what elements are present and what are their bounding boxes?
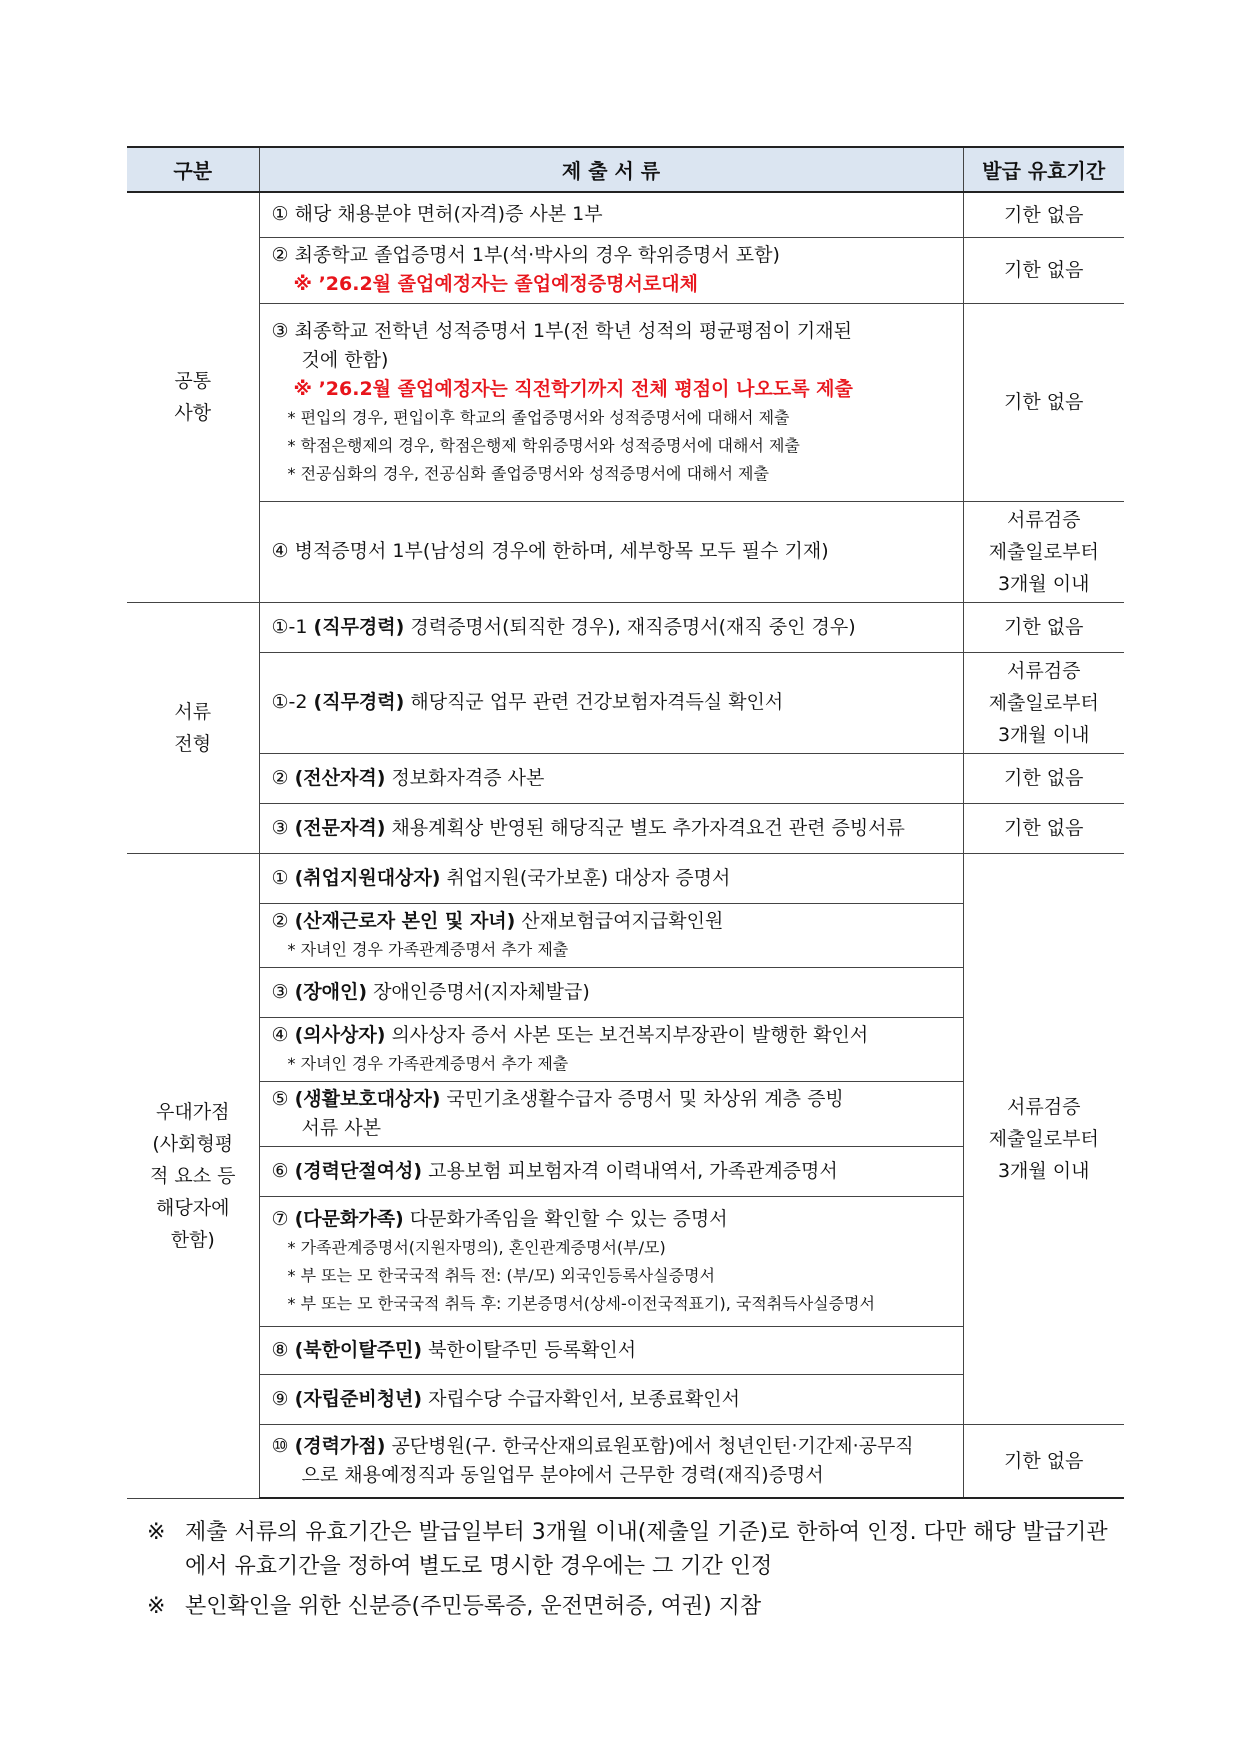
document-item: [259, 303, 963, 501]
item-text: 병적증명서 1부(남성의 경우에 한하며, 세부항목 모두 필수 기재): [294, 540, 829, 562]
item-number: ⑩: [271, 1434, 289, 1457]
validity-line: 제출일로부터: [988, 540, 1099, 563]
red-notice: ※ ’26.2월 졸업예정자는 직전학기까지 전체 평점이 나오도록 제출: [293, 377, 853, 400]
document-item: [259, 853, 963, 903]
validity-cell: [963, 853, 1124, 1424]
item-number: ⑧: [271, 1338, 289, 1361]
validity-cell: [963, 652, 1124, 753]
item-number: ③: [271, 816, 289, 839]
item-note: * 학점은행제의 경우, 학점은행제 학위증명서와 성적증명서에 대해서 제출: [287, 435, 800, 455]
item-note: * 부 또는 모 한국국적 취득 전: (부/모) 외국인등록사실증명서: [287, 1265, 715, 1285]
table-row: [127, 192, 1124, 237]
item-number: ①-2: [271, 691, 308, 713]
document-item: [259, 1081, 963, 1146]
item-note: * 자녀인 경우 가족관계증명서 추가 제출: [287, 939, 569, 959]
item-number: ⑤: [271, 1087, 289, 1110]
item-number: ①: [271, 203, 289, 226]
item-note: * 편입의 경우, 편입이후 학교의 졸업증명서와 성적증명서에 대해서 제출: [287, 407, 790, 427]
item-text: 장애인증명서(지자체발급): [373, 980, 590, 1003]
validity-cell: 기한 없음: [963, 1424, 1124, 1498]
category-screening: [127, 602, 259, 853]
item-category: (다문화가족): [294, 1207, 404, 1230]
item-number: ③: [271, 980, 289, 1003]
validity-cell: [963, 501, 1124, 602]
item-category: (산재근로자 본인 및 자녀): [294, 909, 516, 932]
item-note: * 가족관계증명서(지원자명의), 혼인관계증명서(부/모): [287, 1237, 666, 1257]
document-item: [259, 1424, 963, 1498]
item-category: (직무경력): [313, 691, 405, 713]
validity-line: 서류검증: [1007, 508, 1081, 531]
header-validity: 발급 유효기간: [963, 147, 1124, 192]
item-text-continued: 으로 채용예정직과 동일업무 분야에서 근무한 경력(재직)증명서: [301, 1463, 824, 1486]
item-text: 공단병원(구. 한국산재의료원포함)에서 청년인턴·기간제·공무직: [391, 1434, 914, 1457]
validity-line: 서류검증: [1007, 1095, 1081, 1118]
table-row: [127, 753, 1124, 803]
item-text: 고용보험 피보험자격 이력내역서, 가족관계증명서: [428, 1159, 838, 1182]
document-item: [259, 1146, 963, 1196]
item-category: (경력가점): [294, 1434, 386, 1457]
document-item: [259, 753, 963, 803]
document-item: [259, 1017, 963, 1081]
item-category: (의사상자): [294, 1023, 386, 1046]
item-text: 북한이탈주민 등록확인서: [428, 1338, 637, 1361]
category-label: 전형: [174, 732, 212, 755]
item-number: ⑦: [271, 1207, 289, 1230]
item-text: 다문화가족임을 확인할 수 있는 증명서: [409, 1207, 728, 1230]
item-category: (경력단절여성): [294, 1159, 423, 1182]
document-item: [259, 192, 963, 237]
table-row: [127, 853, 1124, 903]
item-text: 국민기초생활수급자 증명서 및 차상위 계층 증빙: [446, 1087, 844, 1110]
item-category: (전문자격): [294, 816, 386, 839]
item-category: (전산자격): [294, 766, 386, 789]
item-category: (생활보호대상자): [294, 1087, 441, 1110]
item-note: * 전공심화의 경우, 전공심화 졸업증명서와 성적증명서에 대해서 제출: [287, 463, 769, 483]
footer-note: [147, 1516, 1127, 1584]
document-item: [259, 967, 963, 1017]
item-text: 최종학교 졸업증명서 1부(석·박사의 경우 학위증명서 포함): [294, 244, 780, 266]
validity-cell: 기한 없음: [963, 237, 1124, 303]
item-text: 정보화자격증 사본: [391, 766, 545, 789]
footer-note-text: 본인확인을 위한 신분증(주민등록증, 운전면허증, 여권) 지참: [185, 1594, 762, 1619]
table-row: [127, 501, 1124, 602]
item-number: ②: [271, 909, 289, 932]
header-documents: 제 출 서 류: [259, 147, 963, 192]
item-number: ①: [271, 866, 289, 889]
item-category: (자립준비청년): [294, 1387, 423, 1410]
item-note: * 자녀인 경우 가족관계증명서 추가 제출: [287, 1053, 569, 1073]
note-mark: ※: [147, 1520, 166, 1545]
item-category: (장애인): [294, 980, 368, 1003]
category-label: 적 요소 등: [150, 1164, 236, 1187]
validity-line: 서류검증: [1007, 659, 1081, 682]
item-text-continued: 것에 한함): [301, 348, 389, 371]
item-text: 자립수당 수급자확인서, 보종료확인서: [428, 1387, 740, 1410]
footer-note-text: 제출 서류의 유효기간은 발급일부터 3개월 이내(제출일 기준)로 한하여 인정. 다만 해당 발급기관에서 유효기간을 정하여 별도로 명시한 경우에는 그 기간 인정: [185, 1520, 1108, 1579]
document-item: [259, 501, 963, 602]
category-label: 우대가점: [156, 1100, 230, 1123]
item-text: 취업지원(국가보훈) 대상자 증명서: [446, 866, 731, 889]
table-row: [127, 1424, 1124, 1498]
item-number: ②: [271, 766, 289, 789]
category-label: (사회형평: [152, 1132, 234, 1155]
validity-cell: 기한 없음: [963, 602, 1124, 652]
category-label: 서류: [174, 700, 212, 723]
item-text: 해당직군 업무 관련 건강보험자격득실 확인서: [410, 691, 784, 713]
validity-line: 제출일로부터: [988, 1127, 1099, 1150]
category-preference: [127, 853, 259, 1498]
validity-cell: 기한 없음: [963, 303, 1124, 501]
item-number: ⑥: [271, 1159, 289, 1182]
validity-cell: 기한 없음: [963, 192, 1124, 237]
validity-line: 3개월 이내: [997, 723, 1090, 746]
document-item: [259, 1326, 963, 1374]
table-header-row: [127, 147, 1124, 192]
item-number: ③: [271, 319, 289, 342]
document-item: [259, 652, 963, 753]
item-text: 경력증명서(퇴직한 경우), 재직증명서(재직 중인 경우): [410, 615, 856, 638]
item-text: 산재보험급여지급확인원: [521, 909, 724, 932]
document-table: [127, 146, 1124, 1499]
item-number: ⑨: [271, 1387, 289, 1410]
table-row: [127, 803, 1124, 853]
item-number: ②: [271, 244, 289, 266]
item-category: (북한이탈주민): [294, 1338, 423, 1361]
document-item: [259, 903, 963, 967]
validity-line: 3개월 이내: [997, 572, 1090, 595]
item-text: 해당 채용분야 면허(자격)증 사본 1부: [294, 203, 603, 226]
item-text: 의사상자 증서 사본 또는 보건복지부장관이 발행한 확인서: [391, 1023, 869, 1046]
note-mark: ※: [147, 1594, 166, 1619]
item-number: ④: [271, 540, 289, 562]
item-number: ①-1: [271, 615, 308, 638]
footer-note: [147, 1590, 1127, 1624]
red-notice: ※ ’26.2월 졸업예정자는 졸업예정증명서로대체: [293, 273, 698, 295]
document-item: [259, 1374, 963, 1424]
document-item: [259, 237, 963, 303]
item-text: 최종학교 전학년 성적증명서 1부(전 학년 성적의 평균평점이 기재된: [294, 319, 852, 342]
category-label: 한함): [170, 1228, 215, 1251]
item-number: ④: [271, 1023, 289, 1046]
item-category: (직무경력): [313, 615, 405, 638]
category-label: 해당자에: [156, 1196, 230, 1219]
header-category: 구분: [127, 147, 259, 192]
category-label: 사항: [174, 402, 212, 425]
category-common: [127, 192, 259, 602]
category-label: 공통: [174, 370, 212, 393]
validity-cell: 기한 없음: [963, 753, 1124, 803]
document-item: [259, 803, 963, 853]
item-text-continued: 서류 사본: [301, 1116, 381, 1139]
document-item: [259, 1196, 963, 1326]
validity-cell: 기한 없음: [963, 803, 1124, 853]
table-row: [127, 303, 1124, 501]
item-note: * 부 또는 모 한국국적 취득 후: 기본증명서(상세-이전국적표기), 국적취득사실증명서: [287, 1293, 875, 1313]
validity-line: 제출일로부터: [988, 691, 1099, 714]
table-row: [127, 652, 1124, 753]
table-row: [127, 602, 1124, 652]
item-text: 채용계획상 반영된 해당직군 별도 추가자격요건 관련 증빙서류: [391, 816, 905, 839]
validity-line: 3개월 이내: [997, 1159, 1090, 1182]
item-category: (취업지원대상자): [294, 866, 441, 889]
document-item: [259, 602, 963, 652]
table-row: [127, 237, 1124, 303]
footer-notes: [147, 1516, 1127, 1630]
